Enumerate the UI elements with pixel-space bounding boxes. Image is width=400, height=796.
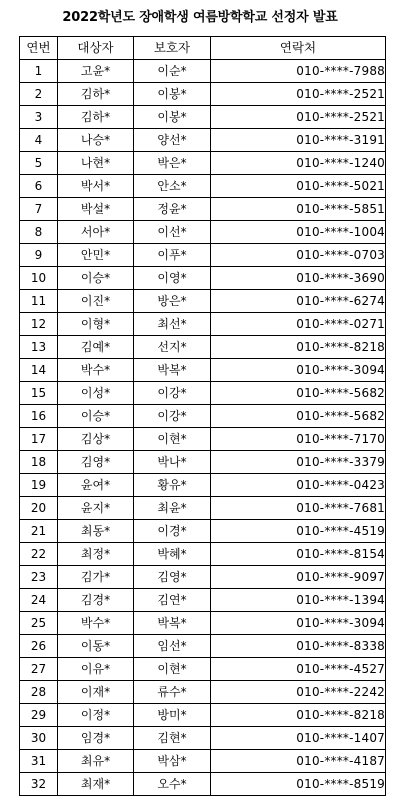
cell-student: 최유* (58, 750, 134, 773)
table-row (20, 773, 386, 796)
cell-no: 21 (20, 520, 58, 543)
cell-student: 최재* (58, 773, 134, 796)
cell-guardian: 이강* (134, 405, 211, 428)
cell-phone: 010-****-9097 (211, 566, 386, 589)
cell-phone: 010-****-8519 (211, 773, 386, 796)
cell-student: 김상* (58, 428, 134, 451)
cell-phone: 010-****-5682 (211, 405, 386, 428)
table-row (20, 635, 386, 658)
cell-student: 윤여* (58, 474, 134, 497)
table-row (20, 152, 386, 175)
cell-phone: 010-****-7170 (211, 428, 386, 451)
cell-student: 이형* (58, 313, 134, 336)
cell-guardian: 임선* (134, 635, 211, 658)
cell-guardian: 이봉* (134, 83, 211, 106)
cell-guardian: 이선* (134, 221, 211, 244)
cell-no: 7 (20, 198, 58, 221)
table-row (20, 612, 386, 635)
table-row (20, 313, 386, 336)
cell-guardian: 방미* (134, 704, 211, 727)
cell-no: 2 (20, 83, 58, 106)
cell-student: 안민* (58, 244, 134, 267)
cell-phone: 010-****-7988 (211, 60, 386, 83)
cell-student: 김예* (58, 336, 134, 359)
cell-guardian: 박복* (134, 612, 211, 635)
cell-student: 서아* (58, 221, 134, 244)
table-row (20, 405, 386, 428)
cell-student: 김가* (58, 566, 134, 589)
header-phone: 연락처 (211, 37, 386, 60)
header-no: 연번 (20, 37, 58, 60)
cell-no: 18 (20, 451, 58, 474)
cell-phone: 010-****-7681 (211, 497, 386, 520)
cell-guardian: 박복* (134, 359, 211, 382)
table-row (20, 750, 386, 773)
table-row (20, 520, 386, 543)
cell-student: 이성* (58, 382, 134, 405)
cell-phone: 010-****-0271 (211, 313, 386, 336)
cell-no: 22 (20, 543, 58, 566)
cell-student: 김하* (58, 83, 134, 106)
cell-guardian: 오수* (134, 773, 211, 796)
cell-no: 13 (20, 336, 58, 359)
cell-student: 김경* (58, 589, 134, 612)
cell-student: 김하* (58, 106, 134, 129)
cell-student: 윤지* (58, 497, 134, 520)
cell-no: 20 (20, 497, 58, 520)
cell-phone: 010-****-2521 (211, 106, 386, 129)
table-row (20, 451, 386, 474)
header-student: 대상자 (58, 37, 134, 60)
cell-student: 박수* (58, 612, 134, 635)
cell-phone: 010-****-8218 (211, 704, 386, 727)
cell-guardian: 정윤* (134, 198, 211, 221)
table-row (20, 727, 386, 750)
cell-student: 이승* (58, 267, 134, 290)
cell-no: 29 (20, 704, 58, 727)
cell-guardian: 방은* (134, 290, 211, 313)
cell-phone: 010-****-8218 (211, 336, 386, 359)
cell-guardian: 양선* (134, 129, 211, 152)
cell-phone: 010-****-0703 (211, 244, 386, 267)
table-row (20, 428, 386, 451)
cell-guardian: 김현* (134, 727, 211, 750)
page-title: 2022학년도 장애학생 여름방학학교 선정자 발표 (62, 10, 338, 25)
cell-phone: 010-****-3690 (211, 267, 386, 290)
table-row (20, 290, 386, 313)
cell-student: 나현* (58, 152, 134, 175)
table-row (20, 129, 386, 152)
cell-phone: 010-****-3094 (211, 359, 386, 382)
cell-no: 26 (20, 635, 58, 658)
cell-no: 15 (20, 382, 58, 405)
cell-no: 1 (20, 60, 58, 83)
cell-guardian: 최윤* (134, 497, 211, 520)
table-row (20, 382, 386, 405)
cell-student: 나승* (58, 129, 134, 152)
cell-guardian: 선지* (134, 336, 211, 359)
cell-no: 28 (20, 681, 58, 704)
table-row (20, 267, 386, 290)
cell-no: 11 (20, 290, 58, 313)
cell-phone: 010-****-8154 (211, 543, 386, 566)
cell-no: 19 (20, 474, 58, 497)
cell-no: 23 (20, 566, 58, 589)
cell-student: 이정* (58, 704, 134, 727)
cell-guardian: 안소* (134, 175, 211, 198)
cell-no: 10 (20, 267, 58, 290)
cell-guardian: 박삼* (134, 750, 211, 773)
table-row (20, 221, 386, 244)
cell-phone: 010-****-6274 (211, 290, 386, 313)
table-row (20, 83, 386, 106)
cell-guardian: 최선* (134, 313, 211, 336)
cell-no: 9 (20, 244, 58, 267)
cell-phone: 010-****-2242 (211, 681, 386, 704)
cell-no: 5 (20, 152, 58, 175)
table-row (20, 359, 386, 382)
cell-student: 이유* (58, 658, 134, 681)
cell-phone: 010-****-1394 (211, 589, 386, 612)
table-row (20, 543, 386, 566)
cell-phone: 010-****-1004 (211, 221, 386, 244)
cell-phone: 010-****-0423 (211, 474, 386, 497)
cell-student: 고윤* (58, 60, 134, 83)
cell-phone: 010-****-1240 (211, 152, 386, 175)
table-row (20, 106, 386, 129)
table-row (20, 244, 386, 267)
table-row (20, 681, 386, 704)
cell-no: 16 (20, 405, 58, 428)
cell-guardian: 이현* (134, 658, 211, 681)
table-row (20, 566, 386, 589)
cell-guardian: 이순* (134, 60, 211, 83)
cell-phone: 010-****-8338 (211, 635, 386, 658)
cell-phone: 010-****-3191 (211, 129, 386, 152)
cell-guardian: 박혜* (134, 543, 211, 566)
cell-phone: 010-****-5851 (211, 198, 386, 221)
cell-guardian: 이푸* (134, 244, 211, 267)
cell-no: 25 (20, 612, 58, 635)
table-body (20, 60, 386, 796)
cell-phone: 010-****-5682 (211, 382, 386, 405)
table-row (20, 704, 386, 727)
cell-student: 임경* (58, 727, 134, 750)
cell-no: 12 (20, 313, 58, 336)
cell-phone: 010-****-4519 (211, 520, 386, 543)
cell-phone: 010-****-3379 (211, 451, 386, 474)
cell-phone: 010-****-2521 (211, 83, 386, 106)
cell-no: 30 (20, 727, 58, 750)
cell-guardian: 이강* (134, 382, 211, 405)
selection-table (19, 36, 386, 796)
cell-student: 박수* (58, 359, 134, 382)
cell-student: 최정* (58, 543, 134, 566)
cell-phone: 010-****-4527 (211, 658, 386, 681)
cell-student: 이재* (58, 681, 134, 704)
cell-no: 14 (20, 359, 58, 382)
cell-guardian: 이경* (134, 520, 211, 543)
cell-guardian: 이영* (134, 267, 211, 290)
cell-guardian: 박나* (134, 451, 211, 474)
table-row (20, 336, 386, 359)
cell-no: 3 (20, 106, 58, 129)
header-guardian: 보호자 (134, 37, 211, 60)
cell-no: 24 (20, 589, 58, 612)
cell-no: 8 (20, 221, 58, 244)
cell-no: 17 (20, 428, 58, 451)
cell-student: 최동* (58, 520, 134, 543)
table-row (20, 60, 386, 83)
cell-guardian: 이현* (134, 428, 211, 451)
cell-no: 31 (20, 750, 58, 773)
cell-no: 27 (20, 658, 58, 681)
cell-guardian: 황유* (134, 474, 211, 497)
cell-student: 이승* (58, 405, 134, 428)
table-row (20, 497, 386, 520)
cell-guardian: 박은* (134, 152, 211, 175)
cell-student: 이진* (58, 290, 134, 313)
cell-student: 박설* (58, 198, 134, 221)
cell-phone: 010-****-4187 (211, 750, 386, 773)
cell-guardian: 김연* (134, 589, 211, 612)
table-row (20, 175, 386, 198)
cell-no: 4 (20, 129, 58, 152)
table-row (20, 658, 386, 681)
cell-guardian: 류수* (134, 681, 211, 704)
cell-student: 이동* (58, 635, 134, 658)
cell-no: 32 (20, 773, 58, 796)
cell-student: 박서* (58, 175, 134, 198)
cell-phone: 010-****-1407 (211, 727, 386, 750)
table-header-row (20, 37, 386, 60)
cell-student: 김영* (58, 451, 134, 474)
cell-guardian: 김영* (134, 566, 211, 589)
cell-no: 6 (20, 175, 58, 198)
cell-phone: 010-****-5021 (211, 175, 386, 198)
cell-guardian: 이봉* (134, 106, 211, 129)
table-row (20, 474, 386, 497)
table-row (20, 198, 386, 221)
cell-phone: 010-****-3094 (211, 612, 386, 635)
table-row (20, 589, 386, 612)
